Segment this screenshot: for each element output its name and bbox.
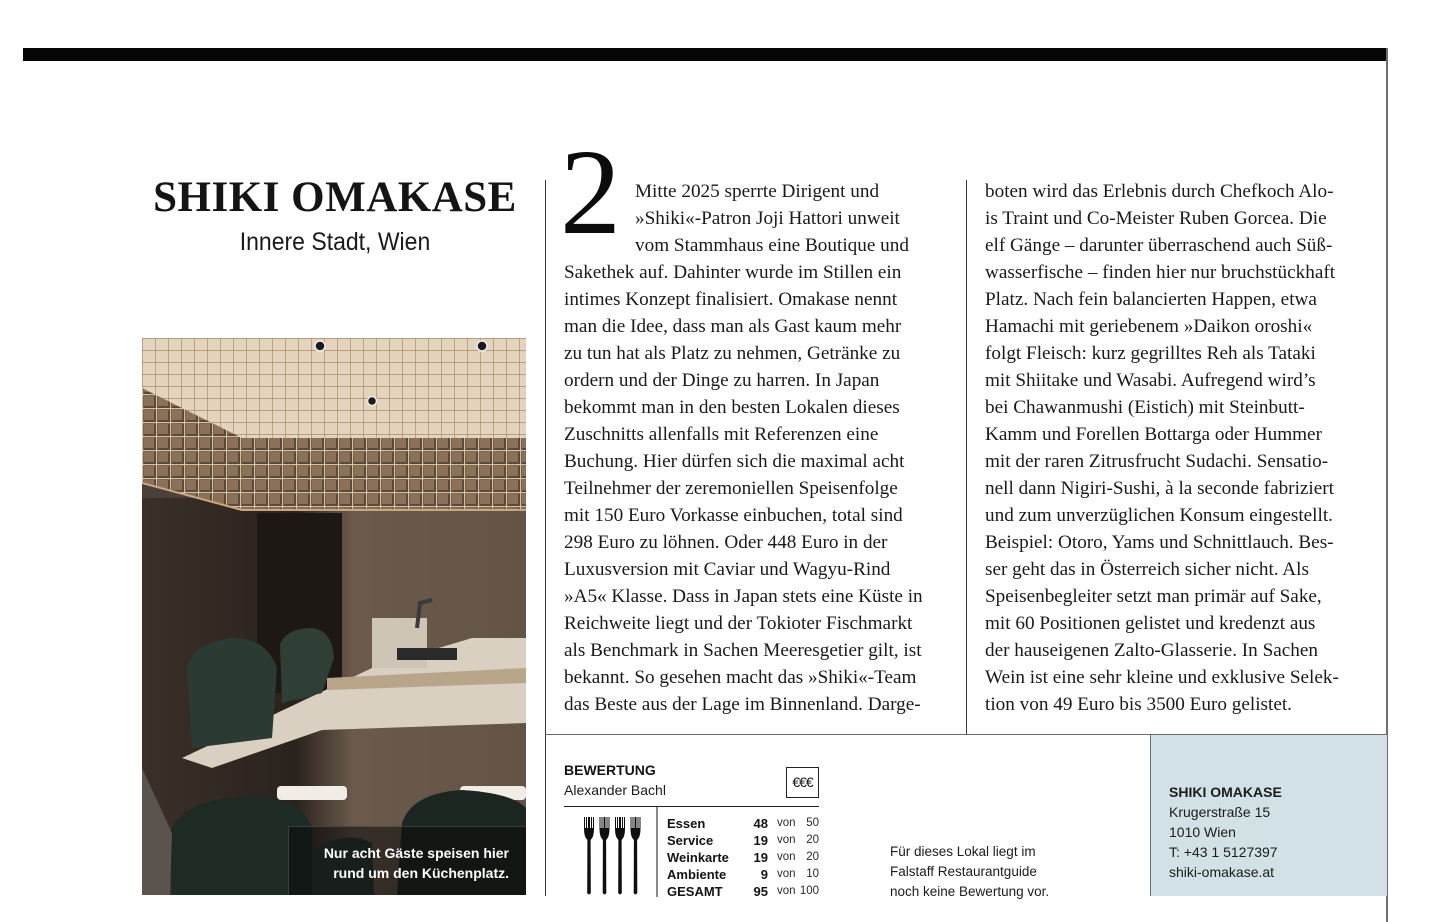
score-von-label: von: [777, 885, 796, 897]
drop-cap: 2: [560, 125, 621, 260]
score-row: [667, 849, 819, 866]
falstaff-note-line-3: noch keine Bewertung vor.: [890, 884, 1050, 899]
article-line: elf Gänge – darunter überraschend auch Süß-: [985, 235, 1333, 256]
contact-name: SHIKI OMAKASE: [1169, 784, 1282, 800]
score-row: [667, 832, 819, 849]
article-line: Teilnehmer der zeremoniellen Speisenfolge: [564, 478, 898, 499]
price-level-badge: €€€: [786, 767, 819, 798]
score-value: 48: [753, 816, 768, 831]
rating-rule: [564, 806, 819, 807]
forks-graphic: [582, 817, 642, 897]
score-row: [667, 866, 819, 883]
article-line: Wein ist eine sehr kleine und exklusive Selek-: [985, 667, 1339, 688]
contact-details: [1169, 782, 1282, 882]
rating-heading: BEWERTUNG: [564, 762, 656, 778]
article-line: boten wird das Erlebnis durch Chefkoch Alo-: [985, 181, 1334, 202]
article-line: Sakethek auf. Dahinter wurde im Stillen ein: [564, 262, 902, 283]
article-line: bei Chawanmushi (Eistich) mit Steinbutt-: [985, 397, 1305, 418]
article-line: Buchung. Hier dürfen sich die maximal acht: [564, 451, 905, 472]
article-line: Speisenbegleiter setzt man primär auf Sake,: [985, 586, 1322, 607]
article-line: vom Stammhaus eine Boutique und: [635, 235, 909, 256]
score-label: Service: [667, 833, 714, 848]
falstaff-note-line-2: Falstaff Restaurantguide: [890, 864, 1037, 879]
article-line: nell dann Nigiri-Sushi, à la seconde fabriziert: [985, 478, 1334, 499]
article-line: und zum unverzüglichen Konsum eingestellt.: [985, 505, 1333, 526]
article-line: bekannt. So gesehen macht das »Shiki«-Team: [564, 667, 917, 688]
column-divider-left: [545, 180, 546, 896]
article-line: Hamachi mit geriebenem »Daikon oroshi«: [985, 316, 1313, 337]
score-label: Essen: [667, 816, 706, 831]
article-line: bekommt man in den besten Lokalen dieses: [564, 397, 900, 418]
score-value: 19: [753, 833, 768, 848]
article-line: Zuschnitts allenfalls mit Referenzen eine: [564, 424, 879, 445]
score-value: 95: [753, 884, 768, 899]
article-line: mit 150 Euro Vorkasse einbuchen, total sind: [564, 505, 903, 526]
article-line: mit Shiitake und Wasabi. Aufregend wird’s: [985, 370, 1316, 391]
score-label: GESAMT: [667, 884, 723, 899]
photo-caption-line-1: Nur acht Gäste speisen hier: [323, 845, 509, 861]
article-line: ser geht das in Österreich sicher nicht. Als: [985, 559, 1309, 580]
article-line: »Shiki«-Patron Joji Hattori unweit: [635, 208, 900, 229]
score-von-label: von: [777, 817, 796, 829]
score-max: 50: [806, 817, 819, 829]
fork-icon: [615, 817, 625, 895]
article-line: man die Idee, dass man als Gast kaum mehr: [564, 316, 902, 337]
falstaff-guide-note: [890, 842, 1049, 902]
rating-vertical-rule: [656, 807, 658, 897]
article-line: is Traint und Co-Meister Ruben Gorcea. Die: [985, 208, 1327, 229]
score-max: 20: [806, 834, 819, 846]
score-row: [667, 815, 819, 832]
contact-city: 1010 Wien: [1169, 824, 1236, 840]
column-divider-middle: [966, 180, 967, 735]
score-label: Ambiente: [667, 867, 727, 882]
article-line: wasserfische – finden hier nur bruchstückhaft: [985, 262, 1336, 283]
article-line: Luxusversion mit Caviar und Wagyu-Rind: [564, 559, 891, 580]
rating-author: Alexander Bachl: [564, 782, 666, 798]
article-line: zu tun hat als Platz zu nehmen, Getränke zu: [564, 343, 901, 364]
article-line: Beispiel: Otoro, Yams und Schnittlauch. Bes-: [985, 532, 1334, 553]
restaurant-photo: [142, 338, 526, 895]
photo-caption: [324, 843, 509, 883]
contact-street: Krugerstraße 15: [1169, 804, 1271, 820]
article-line: intimes Konzept finalisiert. Omakase nennt: [564, 289, 898, 310]
contact-phone[interactable]: T: +43 1 5127397: [1169, 844, 1278, 860]
score-value: 9: [760, 867, 768, 882]
article-line: Platz. Nach fein balancierten Happen, etwa: [985, 289, 1317, 310]
falstaff-note-line-1: Für dieses Lokal liegt im: [890, 844, 1036, 859]
score-row: [667, 883, 819, 900]
article-line: Mitte 2025 sperrte Dirigent und: [635, 181, 880, 202]
article-line: 298 Euro zu löhnen. Oder 448 Euro in der: [564, 532, 888, 553]
score-max: 100: [799, 885, 819, 897]
article-line: »A5« Klasse. Dass in Japan stets eine Küste in: [564, 586, 923, 607]
score-max: 10: [806, 868, 819, 880]
top-rule-bar: [23, 48, 1388, 61]
four-forks-icon: [582, 817, 642, 902]
photo-illustration: [142, 338, 526, 895]
restaurant-title: SHIKI OMAKASE: [153, 174, 517, 221]
score-table: [667, 815, 819, 900]
restaurant-location: Innere Stadt, Wien: [239, 228, 431, 256]
score-max: 20: [806, 851, 819, 863]
article-line: tion von 49 Euro bis 3500 Euro gelistet.: [985, 694, 1292, 715]
photo-caption-line-2: rund um den Küchenplatz.: [333, 865, 509, 881]
article-line: Reichweite liegt und der Tokioter Fischmarkt: [564, 613, 913, 634]
score-von-label: von: [777, 834, 796, 846]
score-value: 19: [753, 850, 768, 865]
contact-website-link[interactable]: shiki-omakase.at: [1169, 864, 1275, 880]
article-line: folgt Fleisch: kurz gegrilltes Reh als Tataki: [985, 343, 1316, 364]
article-line: ordern und der Dinge zu harren. In Japan: [564, 370, 880, 391]
score-label: Weinkarte: [667, 850, 729, 865]
article-line: mit der raren Zitrusfrucht Sudachi. Sensatio-: [985, 451, 1329, 472]
article-line: mit 60 Positionen gelistet und kredenzt aus: [985, 613, 1316, 634]
fork-icon: [600, 817, 610, 895]
article-line: das Beste aus der Lage im Binnenland. Darge-: [564, 694, 921, 715]
score-von-label: von: [777, 868, 796, 880]
article-line: als Benchmark in Sachen Meeresgetier gilt, ist: [564, 640, 922, 661]
article-column-2: [985, 178, 1339, 718]
score-von-label: von: [777, 851, 796, 863]
article-line: der hauseigenen Zalto-Glasserie. In Sachen: [985, 640, 1318, 661]
article-column-1: [564, 178, 923, 718]
contact-box: [1150, 735, 1387, 896]
fork-icon: [631, 817, 641, 895]
fork-icon: [584, 817, 594, 895]
article-line: Kamm und Forellen Bottarga oder Hummer: [985, 424, 1322, 445]
photo-caption-box: [288, 826, 526, 895]
